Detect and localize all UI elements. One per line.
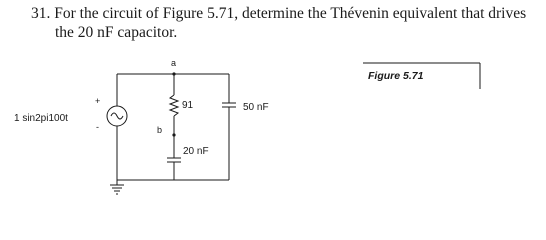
- cap-20nf-label: 20 nF: [183, 146, 209, 157]
- resistor-91: [170, 95, 178, 116]
- node-b-label: b: [157, 125, 163, 135]
- problem-text-line-2: the 20 nF capacitor.: [55, 24, 178, 41]
- source-label: 1 sin2pi100t: [14, 113, 68, 124]
- node-a-label: a: [171, 58, 177, 68]
- problem-text-line-1: For the circuit of Figure 5.71, determine the Thévenin equivalent that drives: [54, 5, 527, 22]
- node-a-dot: [172, 72, 175, 75]
- source-plus-label: +: [95, 96, 101, 106]
- problem-number: 31.: [31, 5, 51, 22]
- cap-50nf-label: 50 nF: [243, 102, 269, 113]
- node-b-dot: [172, 133, 175, 136]
- sine-wave-icon: [111, 113, 123, 119]
- resistor-label: 91: [182, 100, 194, 111]
- source-minus-label: -: [96, 122, 99, 132]
- figure-caption: Figure 5.71: [368, 70, 424, 82]
